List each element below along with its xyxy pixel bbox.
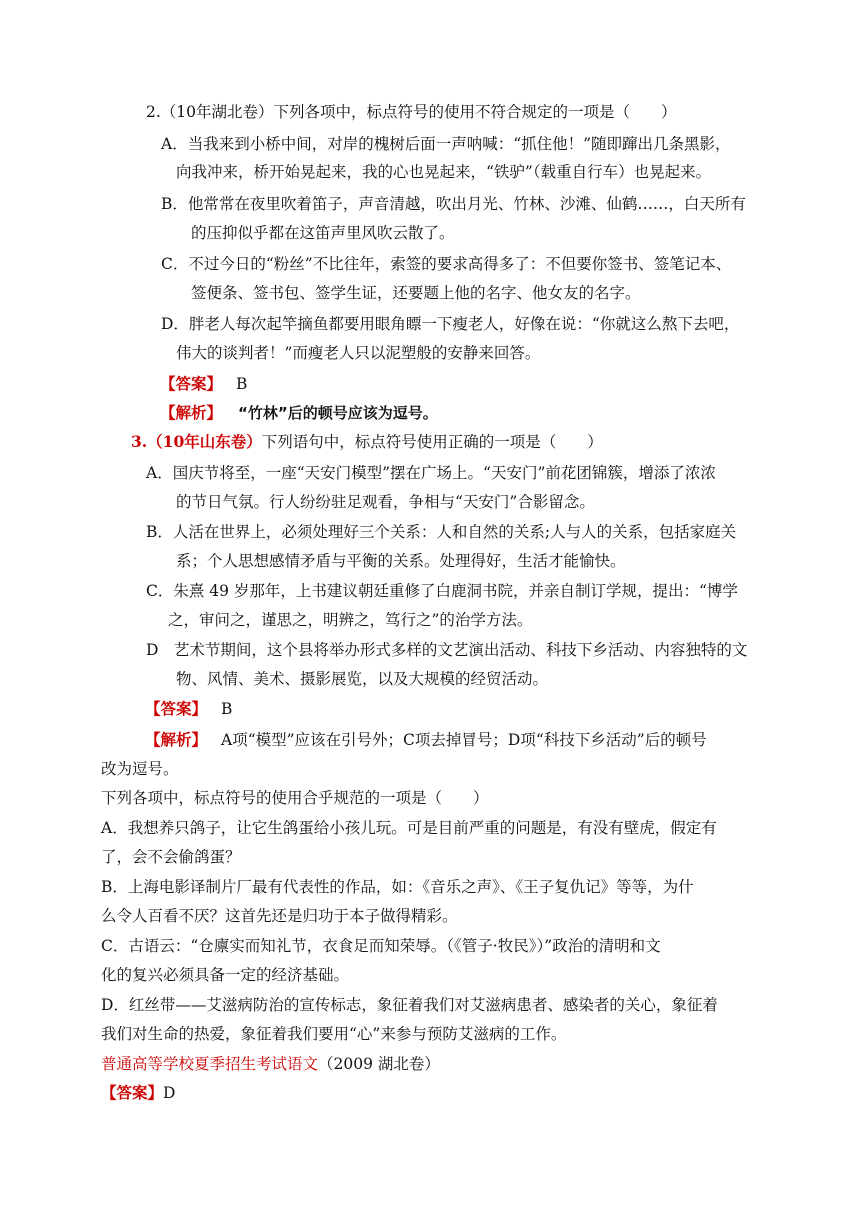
q1-option-b-line2: 的压抑似乎都在这笛声里风吹云散了。: [191, 224, 455, 242]
q3-source-year: （2009 湖北卷）: [318, 1055, 440, 1073]
q3-option-d-line2: 我们对生命的热爱，象征着我们要用“心”来参与预防艾滋病的工作。: [101, 1025, 567, 1043]
q1-option-c-line1: C．不过今日的“粉丝”不比往年，索签的要求高得多了：不但要你签书、签笔记本、: [161, 255, 732, 273]
answer-value: D: [163, 1084, 176, 1102]
answer-value: B: [236, 375, 248, 393]
q1-analysis: [160, 402, 438, 424]
q1-option-c-line2: 签便条、签书包、签学生证，还要题上他的名字、他女友的名字。: [191, 284, 641, 302]
q2-option-b-line1: B．人活在世界上，必须处理好三个关系：人和自然的关系;人与人的关系，包括家庭关: [146, 523, 737, 541]
q2-option-c-line1: C．朱熹 49 岁那年，上书建议朝廷重修了白鹿洞书院，并亲自制订学规，提出：“博学: [146, 582, 738, 600]
answer-label: 【答案】: [101, 1083, 164, 1102]
q3-option-b-line2: 么令人百看不厌？这首先还是归功于本子做得精彩。: [101, 907, 458, 925]
q1-option-b-line1: B．他常常在夜里吹着笛子，声音清越，吹出月光、竹林、沙滩、仙鹤……，白天所有: [161, 195, 746, 213]
analysis-text: “竹林”后的顿号应该为逗号。: [238, 404, 438, 422]
answer-value: B: [221, 700, 233, 718]
q2-option-d-line1: D 艺术节期间，这个县将举办形式多样的文艺演出活动、科技下乡活动、内容独特的文: [146, 641, 748, 659]
q2-option-c-line2: 之，审问之，谨思之，明辨之，笃行之”的治学方法。: [168, 611, 533, 629]
answer-label: 【答案】: [145, 699, 208, 718]
q3-option-b-line1: B．上海电影译制片厂最有代表性的作品，如：《音乐之声》、《王子复仇记》等等，为什: [101, 878, 694, 896]
q2-analysis: [145, 729, 707, 751]
analysis-label: 【解析】: [160, 403, 223, 422]
q1-option-d-line2: 伟大的谈判者！”而瘦老人只以泥塑般的安静来回答。: [176, 344, 541, 362]
q1-option-a-line1: A．当我来到小桥中间，对岸的槐树后面一声呐喊：“抓住他！”随即蹿出几条黑影，: [161, 135, 731, 153]
answer-label: 【答案】: [160, 374, 223, 393]
q3-option-a-line2: 了，会不会偷鸽蛋？: [101, 848, 241, 866]
q1-option-d-line1: D．胖老人每次起竿摘鱼都要用眼角瞟一下瘦老人，好像在说：“你就这么熬下去吧，: [161, 315, 740, 333]
q1-option-a-line2: 向我冲来，桥开始晃起来，我的心也晃起来，“铁驴”（载重自行车）也晃起来。: [176, 163, 712, 181]
q3-option-c-line2: 化的复兴必须具备一定的经济基础。: [101, 966, 350, 984]
q2-stem: [131, 431, 603, 453]
q2-answer: [145, 698, 232, 720]
q3-option-d-line1: D．红丝带——艾滋病防治的宣传标志，象征着我们对艾滋病患者、感染者的关心，象征着: [101, 996, 718, 1014]
q3-source-title: 普通高等学校夏季招生考试语文: [101, 1055, 319, 1073]
q2-option-d-line2: 物、风情、美术、摄影展览，以及大规模的经贸活动。: [176, 670, 549, 688]
q2-stem-text: 下列语句中，标点符号使用正确的一项是（ ）: [261, 433, 603, 451]
q3-answer: [101, 1082, 175, 1104]
q2-stem-source: 3.（10年山东卷）: [131, 432, 262, 451]
q3-option-c-line1: C．古语云：“仓廪实而知礼节，衣食足而知荣辱。（《管子·牧民》）”政治的清明和文: [101, 937, 661, 955]
q2-analysis-line2: 改为逗号。: [101, 760, 179, 778]
q2-option-a-line1: A．国庆节将至，一座“天安门模型”摆在广场上。“天安门”前花团锦簇，增添了浓浓: [146, 464, 716, 482]
analysis-label: 【解析】: [145, 730, 208, 749]
q3-source: [101, 1053, 440, 1075]
q2-option-a-line2: 的节日气氛。行人纷纷驻足观看，争相与“天安门”合影留念。: [176, 493, 595, 511]
analysis-text: A项“模型”应该在引号外；C项去掉冒号；D项“科技下乡活动”后的顿号: [221, 731, 707, 749]
q3-stem: 下列各项中，标点符号的使用合乎规范的一项是（ ）: [101, 789, 489, 807]
q3-option-a-line1: A．我想养只鸽子，让它生鸽蛋给小孩儿玩。可是目前严重的问题是，有没有壁虎，假定有: [101, 819, 717, 837]
q1-stem: 2.（10年湖北卷）下列各项中，标点符号的使用不符合规定的一项是（ ）: [146, 103, 677, 121]
q1-answer: [160, 373, 247, 395]
q2-option-b-line2: 系；个人思想感情矛盾与平衡的关系。处理得好，生活才能愉快。: [176, 552, 626, 570]
